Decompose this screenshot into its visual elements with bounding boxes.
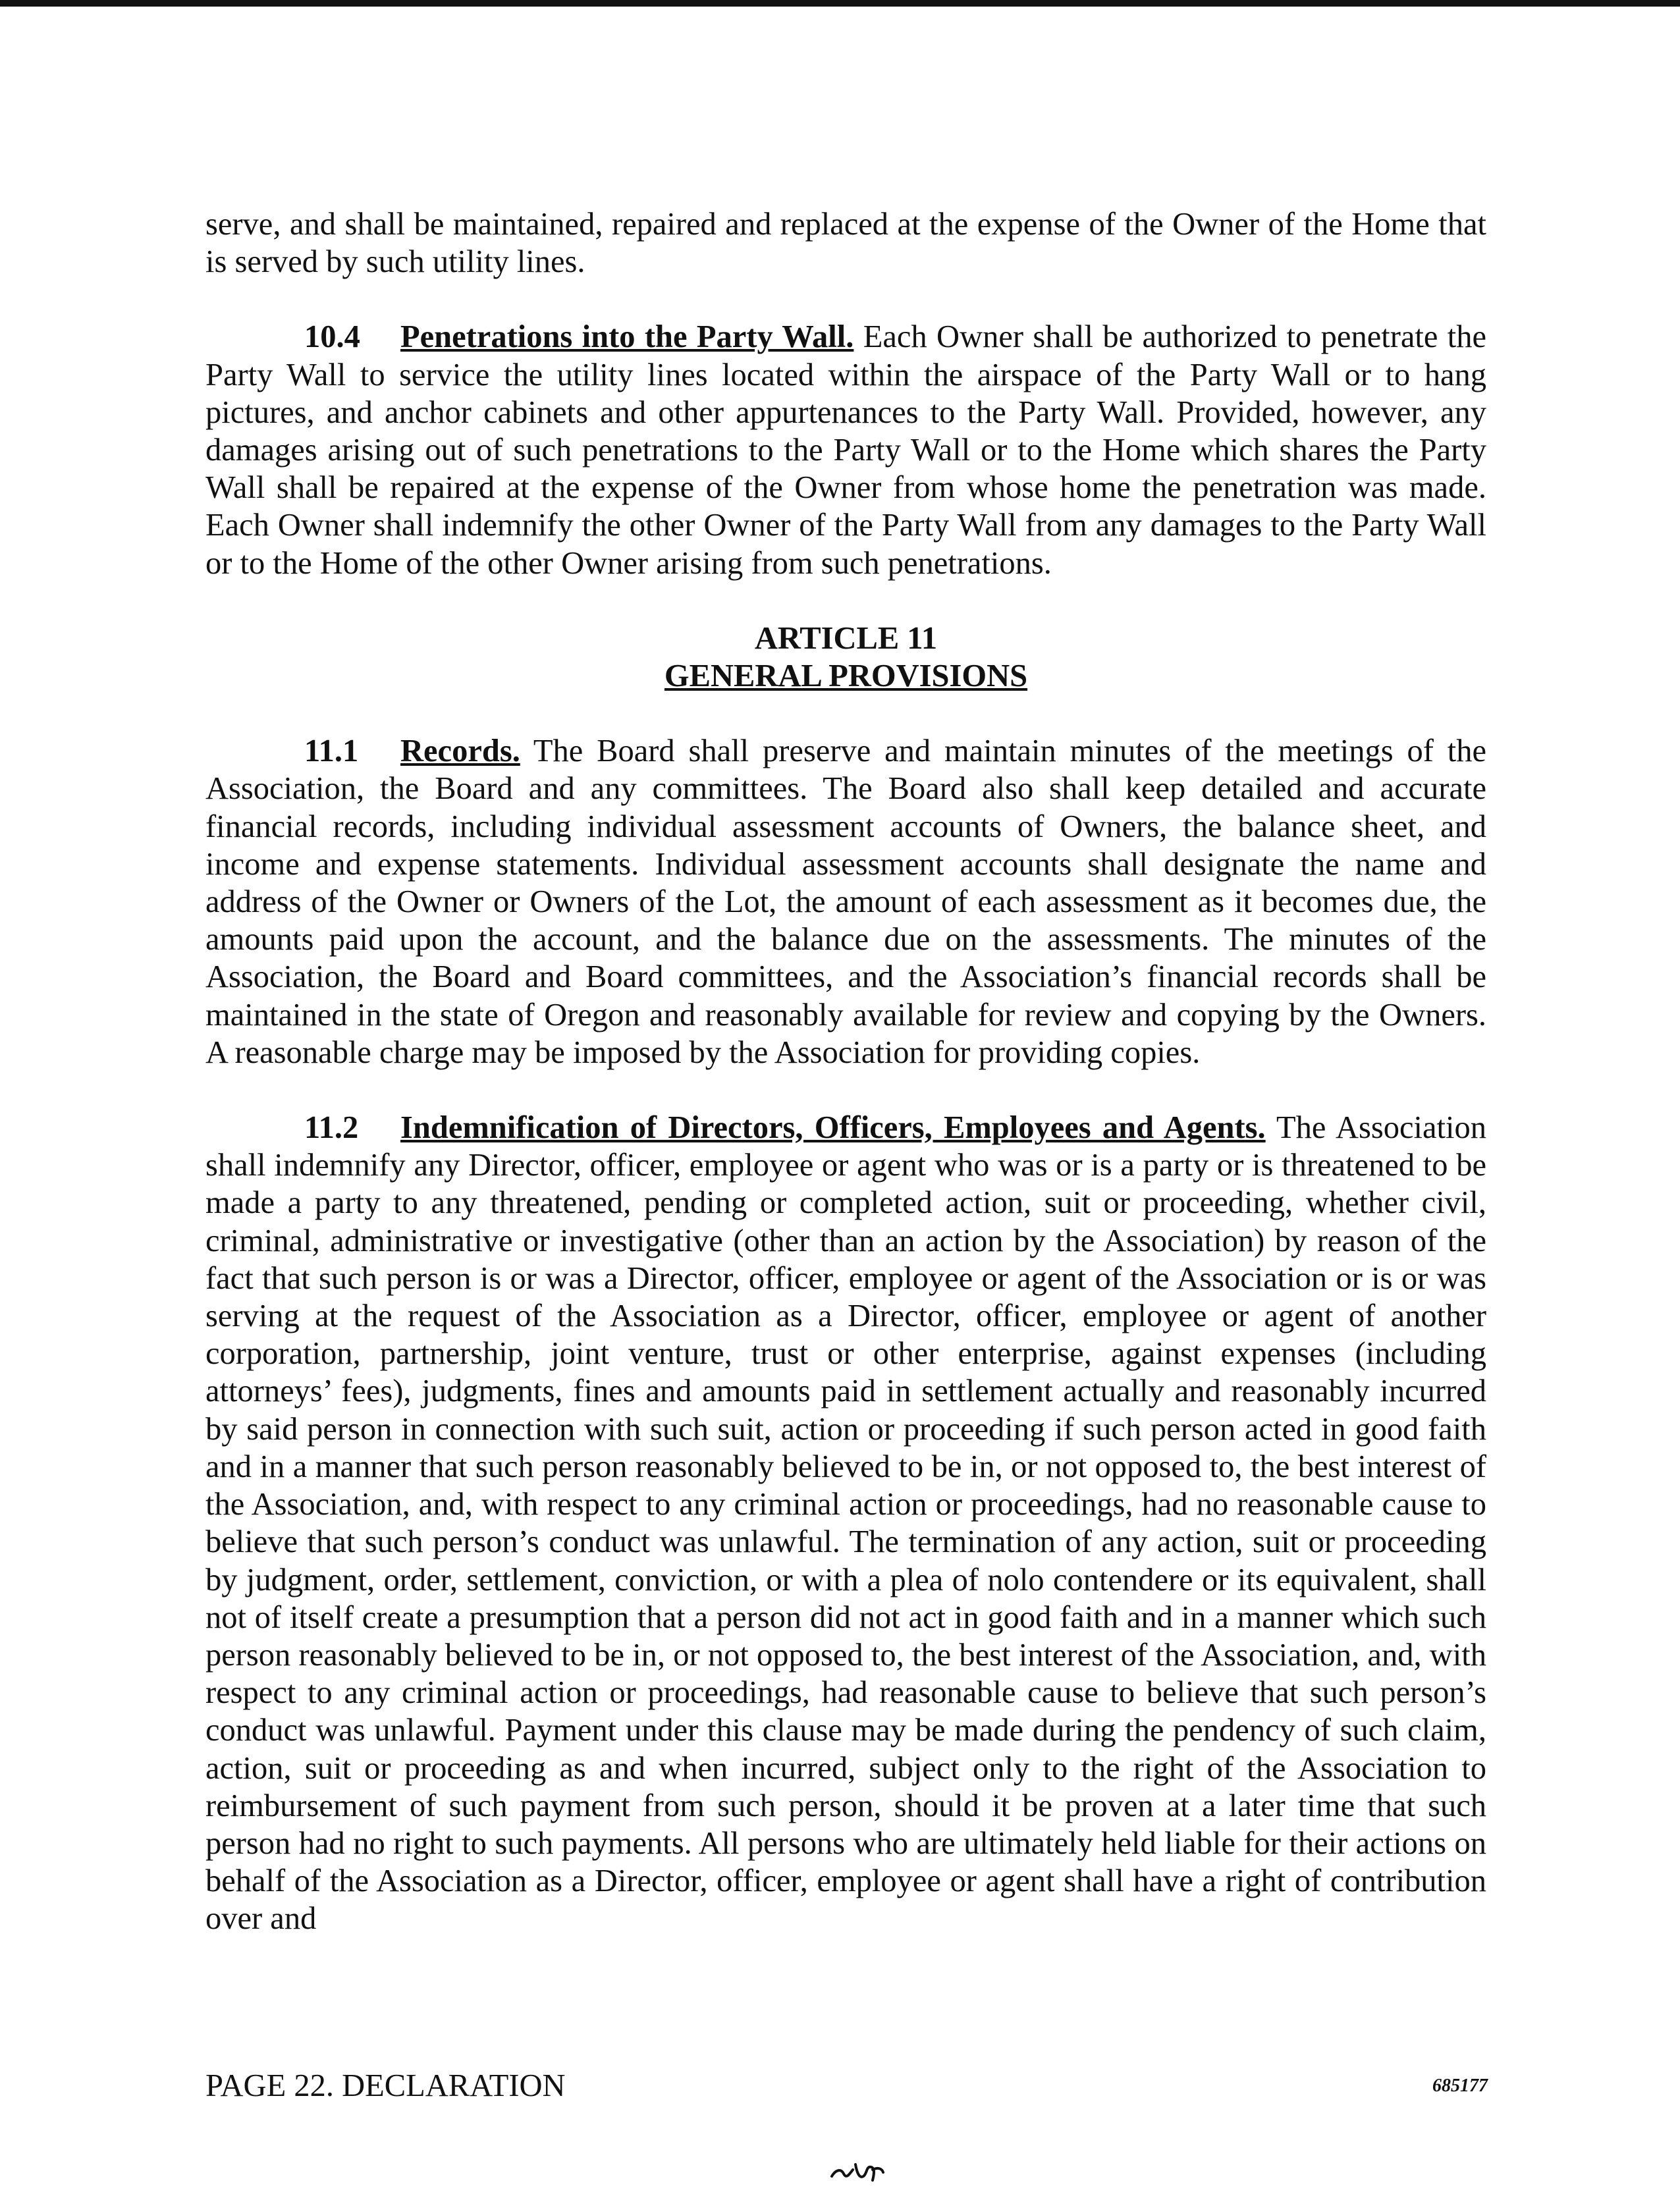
- continuation-text: serve, and shall be maintained, repaired and replaced at the expense of the Owner of the Home that is served by such utility lines.: [205, 207, 1486, 280]
- continuation-paragraph: [205, 205, 1486, 281]
- section-11-2: [205, 1109, 1486, 1937]
- footer-doc-number: 685177: [1432, 2076, 1488, 2096]
- section-body: Each Owner shall be authorized to penetrate the Party Wall to service the utility lines located within the airspace of the Party Wall or to hang pictures, and anchor cabinets and other appurtenances to the Party Wall. Provided, however, any damages arising out of such penetrations to the Party Wall or to the Home which shares the Party Wall shall be repaired at the expense of the Owner from whose home the penetration was made. Each Owner shall indemnify the other Owner of the Party Wall from any damages to the Party Wall or to the Home of the other Owner arising from such penetrations.: [205, 319, 1486, 581]
- handwritten-mark-icon: [826, 2150, 906, 2189]
- section-title: Penetrations into the Party Wall.: [400, 319, 854, 355]
- section-body: The Board shall preserve and maintain minutes of the meetings of the Association, the Board and any committees. The Board also shall keep detailed and accurate financial records, including individual assessment accounts of Owners, the balance sheet, and income and expense statements. Individual assessment accounts shall designate the name and address of the Owner or Owners of the Lot, the amount of each assessment as it becomes due, the amounts paid upon the account, and the balance due on the assessments. The minutes of the Association, the Board and Board committees, and the Association’s financial records shall be maintained in the state of Oregon and reasonably available for review and copying by the Owners. A reasonable charge may be imposed by the Association for providing copies.: [205, 734, 1486, 1070]
- section-number: 11.1: [304, 734, 359, 769]
- footer-page-label: PAGE 22. DECLARATION: [205, 2068, 566, 2103]
- article-heading: [205, 620, 1486, 695]
- section-number: 10.4: [304, 319, 360, 355]
- section-number: 11.2: [304, 1110, 359, 1146]
- section-body: The Association shall indemnify any Director, officer, employee or agent who was or is a party or is threatened to be made a party to any threatened, pending or completed action, suit or proceeding, whether civil, criminal, administrative or investigative (other than an action by the Association) by reason of the fact that such person is or was a Director, officer, employee or agent of the Association or is or was serving at the request of the Association as a Director, officer, employee or agent of another corporation, partnership, joint venture, trust or other enterprise, against expenses (including attorneys’ fees), judgments, fines and amounts paid in settlement actually and reasonably incurred by said person in connection with such suit, action or proceeding if such person acted in good faith and in a manner that such person reasonably believed to be in, or not opposed to, the best interest of the Association, and, with respect to any criminal action or proceedings, had no reasonable cause to believe that such person’s conduct was unlawful. The termination of any action, suit or proceeding by judgment, order, settlement, conviction, or with a plea of nolo contendere or its equivalent, shall not of itself create a presumption that a person did not act in good faith and in a manner which such person reasonably believed to be in, or not opposed to, the best interest of the Association, and, with respect to any criminal action or proceedings, had reasonable cause to believe that such person’s conduct was unlawful. Payment under this clause may be made during the pendency of such claim, action, suit or proceeding as and when incurred, subject only to the right of the Association to reimbursement of such payment from such person, should it be proven at a later time that such person had no right to such payments. All persons who are ultimately held liable for their actions on behalf of the Association as a Director, officer, employee or agent shall have a right of contribution over and: [205, 1110, 1486, 1937]
- section-10-4: [205, 318, 1486, 581]
- document-body: [205, 205, 1486, 1938]
- article-title: GENERAL PROVISIONS: [664, 658, 1028, 694]
- scan-top-edge: [0, 0, 1680, 7]
- section-11-1: [205, 732, 1486, 1071]
- section-title: Indemnification of Directors, Officers, Employees and Agents.: [400, 1110, 1266, 1146]
- article-label: ARTICLE 11: [754, 620, 938, 656]
- section-title: Records.: [400, 734, 520, 769]
